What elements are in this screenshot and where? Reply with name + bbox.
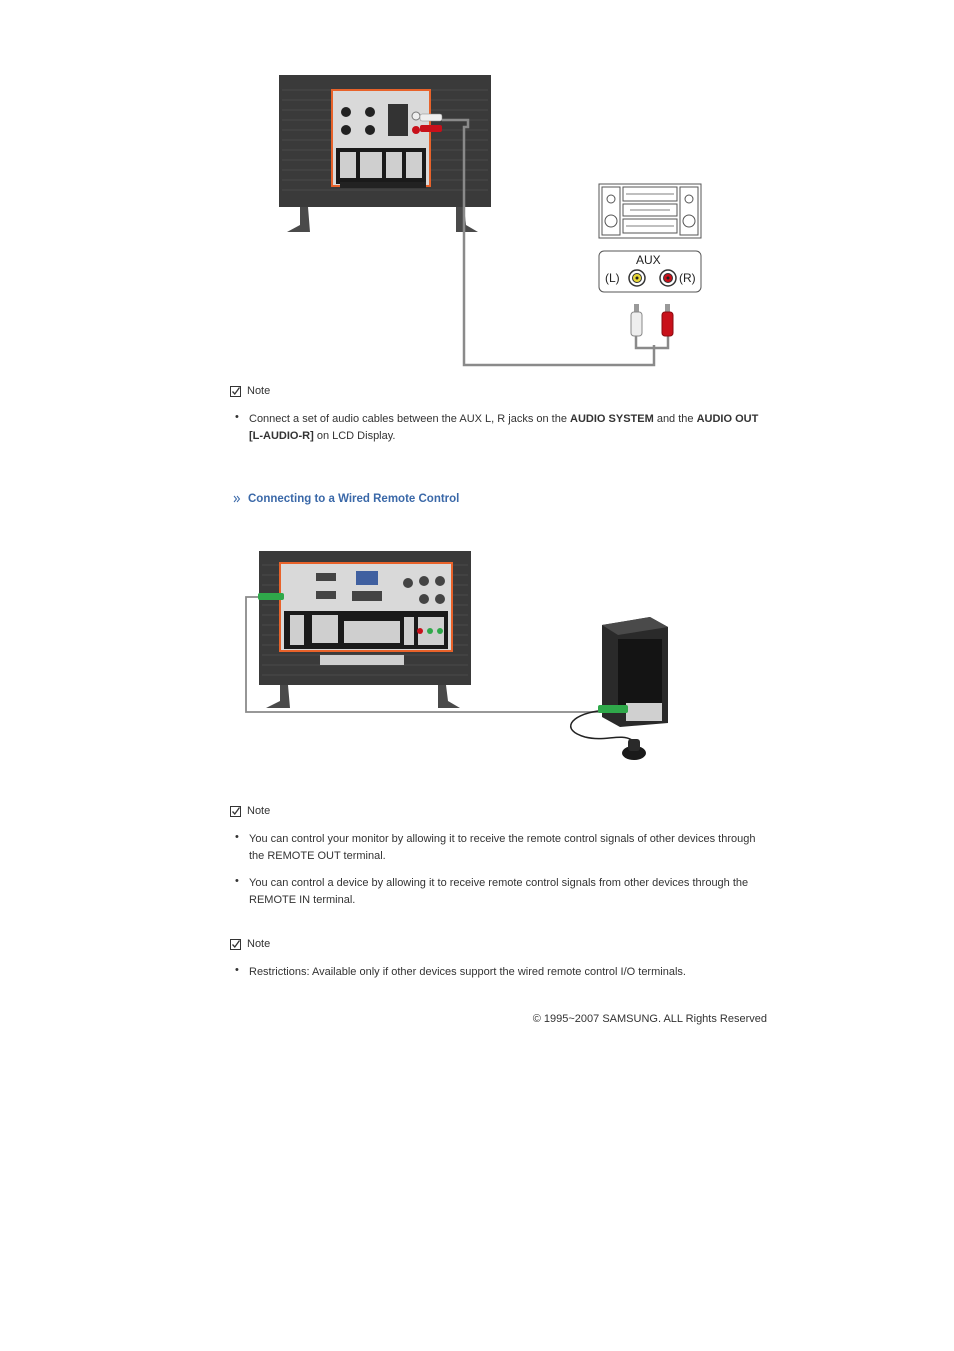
- bullet-icon: •: [235, 964, 239, 976]
- section-title: [233, 493, 459, 505]
- checkbox-check-icon: [230, 939, 241, 950]
- bullet-icon: •: [235, 831, 239, 843]
- note-list-2: [235, 831, 760, 909]
- monitor-back-panel-2: [259, 551, 471, 708]
- remote-receiver-icon: [571, 617, 668, 760]
- note-heading-1: [230, 385, 270, 397]
- note-label-2: Note: [247, 805, 271, 817]
- audio-connection-diagram: [270, 70, 720, 375]
- note-list-3: [235, 964, 760, 981]
- checkbox-check-icon: [230, 806, 241, 817]
- note-label-3: Note: [247, 938, 271, 950]
- note-heading-2: [230, 805, 270, 817]
- aux-right-label: (R): [679, 271, 696, 285]
- monitor-back-panel: [279, 75, 491, 232]
- rca-plugs-icon: [631, 304, 673, 336]
- remote-connection-diagram: [240, 545, 680, 770]
- bullet-icon: •: [235, 411, 239, 423]
- bullet-icon: •: [235, 875, 239, 887]
- list-item: • Connect a set of audio cables between the AUX L, R jacks on the AUDIO SYSTEM and the AUDIO OUT [L-AUDIO-R] on LCD Display.: [235, 411, 759, 442]
- audio-system-icon: [599, 184, 701, 238]
- aux-input-panel: [599, 251, 701, 292]
- section-title-text: Connecting to a Wired Remote Control: [248, 493, 460, 505]
- note-heading-3: [230, 938, 270, 950]
- chevron-right-icon: [233, 495, 241, 503]
- aux-label: AUX: [636, 253, 661, 267]
- list-item: • You can control your monitor by allowing it to receive the remote control signals of other devices through the REMOTE OUT terminal.: [235, 831, 756, 862]
- list-item: • You can control a device by allowing it to receive remote control signals from other devices through the REMOTE IN terminal.: [235, 875, 749, 906]
- checkbox-check-icon: [230, 386, 241, 397]
- note-list-1: [235, 411, 760, 445]
- note-label-1: Note: [247, 385, 271, 397]
- copyright-text: © 1995~2007 SAMSUNG. ALL Rights Reserved: [532, 1013, 767, 1025]
- aux-left-label: (L): [605, 271, 620, 285]
- list-item: • Restrictions: Available only if other devices support the wired remote control I/O terminals.: [235, 964, 686, 978]
